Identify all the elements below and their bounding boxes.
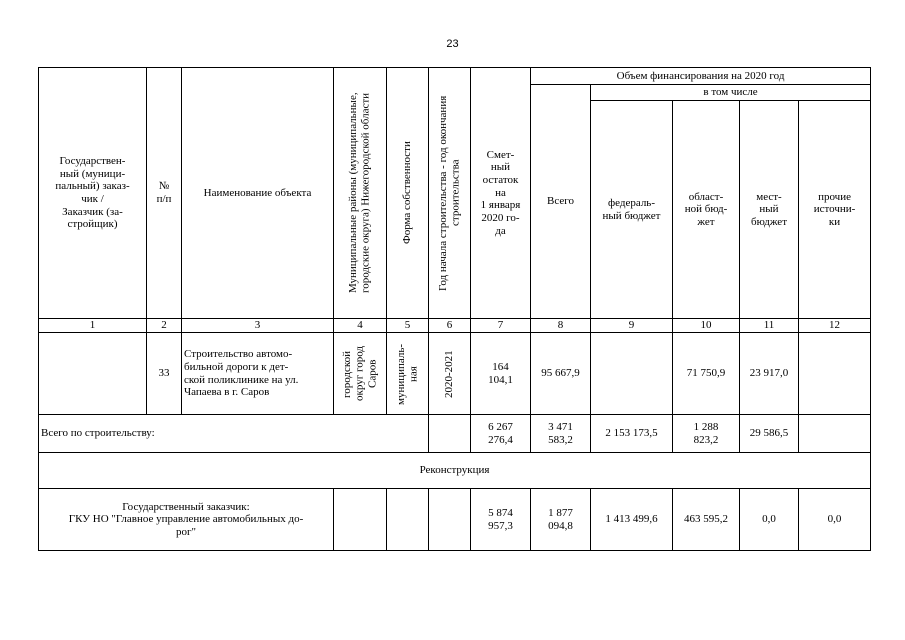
row-customer-cell bbox=[39, 333, 147, 415]
state-customer-estimated-balance-cell: 5 874 957,3 bbox=[471, 489, 531, 551]
column-number: 6 bbox=[429, 319, 471, 333]
header-estimated-balance: Смет- ный остаток на 1 января 2020 го- да bbox=[471, 68, 531, 319]
total-estimated-balance-cell: 6 267 276,4 bbox=[471, 415, 531, 453]
header-including: в том числе bbox=[591, 85, 871, 101]
state-customer-ownership-cell bbox=[387, 489, 429, 551]
total-other-cell bbox=[799, 415, 871, 453]
header-years: Год начала строительства - год окончания строительства bbox=[429, 68, 471, 319]
table-row bbox=[39, 333, 871, 415]
state-customer-regional-cell: 463 595,2 bbox=[673, 489, 740, 551]
header-total: Всего bbox=[531, 85, 591, 319]
column-number: 8 bbox=[531, 319, 591, 333]
total-federal-cell: 2 153 173,5 bbox=[591, 415, 673, 453]
header-other: прочие источни- ки bbox=[799, 101, 871, 319]
header-funding-volume: Объем финансирования на 2020 год bbox=[531, 68, 871, 85]
column-number: 5 bbox=[387, 319, 429, 333]
column-number: 1 bbox=[39, 319, 147, 333]
header-federal: федераль- ный бюджет bbox=[591, 101, 673, 319]
column-number: 3 bbox=[182, 319, 334, 333]
row-estimated-balance-cell: 164 104,1 bbox=[471, 333, 531, 415]
state-customer-federal-cell: 1 413 499,6 bbox=[591, 489, 673, 551]
total-construction-row bbox=[39, 415, 871, 453]
row-district-cell: городской округ город Саров bbox=[334, 333, 387, 415]
row-regional-cell: 71 750,9 bbox=[673, 333, 740, 415]
row-number-cell: 33 bbox=[147, 333, 182, 415]
row-object-cell: Строительство автомо- бильной дороги к дет- ской поликлинике на ул. Чапаева в г. Саров bbox=[182, 333, 334, 415]
state-customer-other-cell: 0,0 bbox=[799, 489, 871, 551]
row-total-cell: 95 667,9 bbox=[531, 333, 591, 415]
header-local: мест- ный бюджет bbox=[740, 101, 799, 319]
column-number: 10 bbox=[673, 319, 740, 333]
column-number: 7 bbox=[471, 319, 531, 333]
column-number: 11 bbox=[740, 319, 799, 333]
row-ownership-cell: муниципаль- ная bbox=[387, 333, 429, 415]
column-number: 9 bbox=[591, 319, 673, 333]
row-other-cell bbox=[799, 333, 871, 415]
state-customer-row bbox=[39, 489, 871, 551]
financing-table bbox=[38, 67, 871, 551]
row-local-cell: 23 917,0 bbox=[740, 333, 799, 415]
column-number: 12 bbox=[799, 319, 871, 333]
total-construction-label: Всего по строительству: bbox=[39, 415, 429, 453]
page-number: 23 bbox=[446, 38, 459, 50]
state-customer-years-cell bbox=[429, 489, 471, 551]
section-title: Реконструкция bbox=[39, 453, 871, 489]
column-number: 2 bbox=[147, 319, 182, 333]
header-customer: Государствен- ный (муници- пальный) заказ- чик / Заказчик (за- стройщик) bbox=[39, 68, 147, 319]
total-regional-cell: 1 288 823,2 bbox=[673, 415, 740, 453]
row-federal-cell bbox=[591, 333, 673, 415]
header-regional: област- ной бюд- жет bbox=[673, 101, 740, 319]
row-years-cell: 2020-2021 bbox=[429, 333, 471, 415]
state-customer-total-cell: 1 877 094,8 bbox=[531, 489, 591, 551]
state-customer-local-cell: 0,0 bbox=[740, 489, 799, 551]
state-customer-label: Государственный заказчик: ГКУ НО "Главное управление автомобильных до- рог" bbox=[39, 489, 334, 551]
header-object-name: Наименование объекта bbox=[182, 68, 334, 319]
header-municipal-district: Муниципальные районы (муниципальные, городские округа) Нижегородской области bbox=[334, 68, 387, 319]
total-total-cell: 3 471 583,2 bbox=[531, 415, 591, 453]
total-local-cell: 29 586,5 bbox=[740, 415, 799, 453]
total-years-cell bbox=[429, 415, 471, 453]
state-customer-district-cell bbox=[334, 489, 387, 551]
section-row bbox=[39, 453, 871, 489]
column-number: 4 bbox=[334, 319, 387, 333]
header-number: № п/п bbox=[147, 68, 182, 319]
column-number-row bbox=[39, 319, 871, 333]
header-ownership-form: Форма собственности bbox=[387, 68, 429, 319]
